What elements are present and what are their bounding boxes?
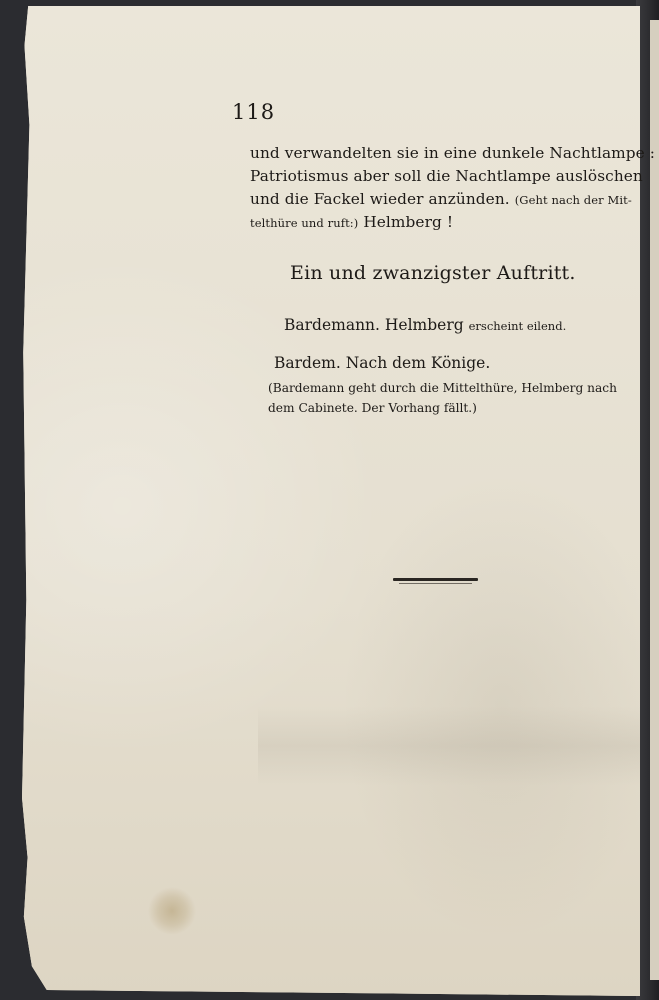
end-rule-ornament: [393, 578, 478, 581]
body-line-text: und die Fackel wieder anzünden.: [250, 190, 510, 208]
dialogue-line: [274, 354, 490, 372]
spoken-call: Helmberg !: [363, 213, 454, 231]
closing-stage-direction: dem Cabinete. Der Vorhang fällt.): [268, 401, 477, 415]
stage-direction-inline: (Geht nach der Mit-: [514, 193, 632, 207]
speech-text: Nach dem Könige.: [345, 354, 491, 372]
cast-names: Bardemann. Helmberg: [284, 316, 464, 334]
cast-direction: erscheint eilend.: [468, 319, 567, 333]
speaker-name: Bardem.: [274, 354, 341, 372]
scene-heading: Ein und zwanzigster Auftritt.: [290, 262, 576, 284]
closing-stage-direction: (Bardemann geht durch die Mittelthüre, Helmberg nach: [268, 381, 617, 395]
scene-cast: [284, 316, 566, 334]
paper-fold-shadow: [258, 706, 659, 786]
stage-direction-continued: telthüre und ruft:): [250, 216, 359, 230]
body-line: Patriotismus aber soll die Nachtlampe auslöschen: [250, 167, 643, 185]
next-page-edge: [650, 20, 659, 980]
body-line: [250, 190, 632, 208]
body-line: [250, 213, 453, 231]
body-line: und verwandelten sie in eine dunkele Nachtlampe :: [250, 144, 656, 162]
page-number: 118: [232, 100, 276, 124]
